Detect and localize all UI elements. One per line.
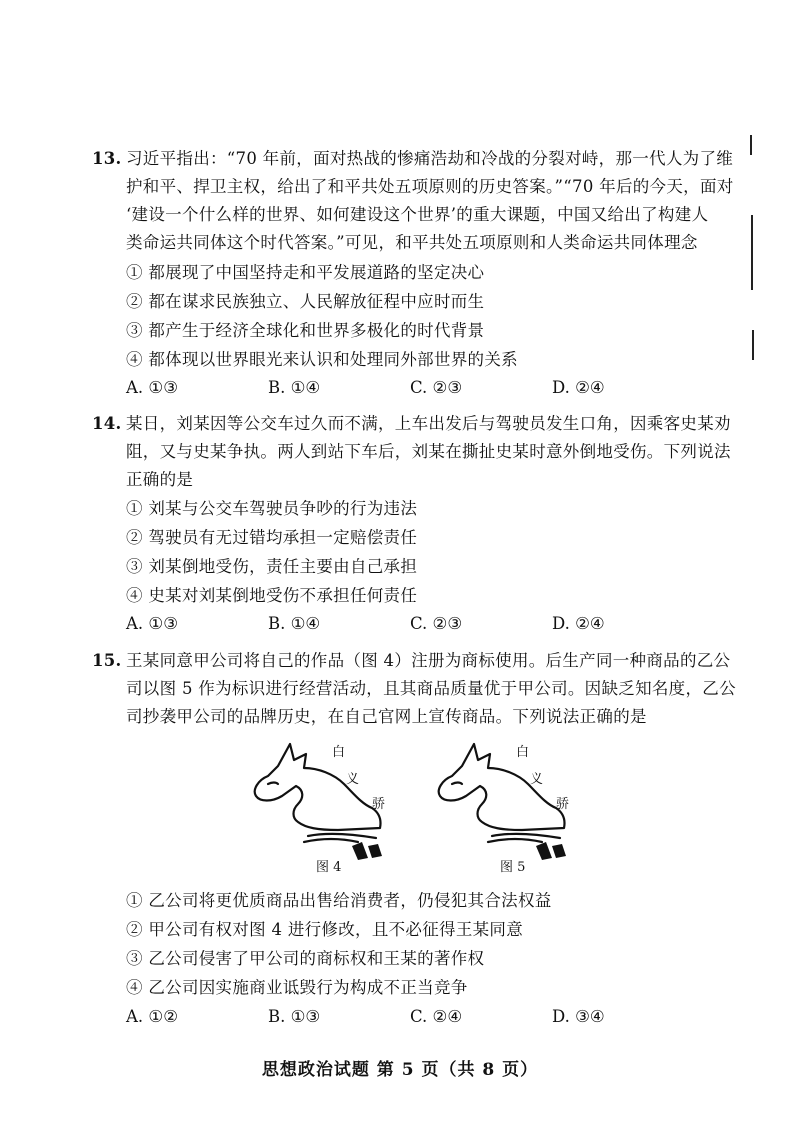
answer-choice-a[interactable]: A. ①② (126, 1007, 178, 1026)
figure-char: 义 (530, 772, 544, 787)
question-stem-line: 正确的是 (126, 470, 194, 489)
horse-base-block (352, 842, 368, 860)
answer-choice-c[interactable]: C. ②③ (410, 378, 463, 397)
answer-choice-b[interactable]: B. ①④ (268, 614, 321, 633)
figure-char: 义 (346, 772, 360, 787)
question-number: 15. (92, 651, 122, 670)
answer-choice-c[interactable]: C. ②③ (410, 614, 463, 633)
scan-edge-mark (751, 215, 753, 290)
figure-caption: 图 5 (500, 860, 526, 875)
question-stem-line: 护和平、捍卫主权，给出了和平共处五项原则的历史答案。”“70 年后的今天，面对 (126, 177, 734, 196)
statement-item: ② 都在谋求民族独立、人民解放征程中应时而生 (126, 292, 485, 311)
statement-item: ① 乙公司将更优质商品出售给消费者，仍侵犯其合法权益 (126, 891, 552, 910)
horse-base-stroke (488, 839, 542, 842)
question-stem-line: 类命运共同体这个时代答案。”可见，和平共处五项原则和人类命运共同体理念 (126, 233, 698, 252)
horse-base-block (552, 844, 566, 858)
scan-edge-mark (750, 135, 752, 155)
answer-choice-c[interactable]: C. ②④ (410, 1007, 463, 1026)
figure-char: 骄 (372, 797, 386, 812)
horse-outline (255, 744, 381, 830)
statement-item: ① 都展现了中国坚持走和平发展道路的坚定决心 (126, 263, 485, 282)
question-stem-line: 司以图 5 作为标识进行经营活动，且其商品质量优于甲公司。因缺乏知名度，乙公 (126, 679, 736, 698)
statement-item: ② 驾驶员有无过错均承担一定赔偿责任 (126, 528, 418, 547)
horse-outline (439, 744, 565, 830)
statement-item: ③ 刘某倒地受伤，责任主要由自己承担 (126, 557, 418, 576)
statement-item: ② 甲公司有权对图 4 进行修改，且不必征得王某同意 (126, 920, 524, 939)
horse-eye (268, 783, 278, 785)
answer-choice-d[interactable]: D. ②④ (552, 378, 605, 397)
horse-base-block (536, 842, 552, 860)
question-stem-line: 司抄袭甲公司的品牌历史，在自己官网上宣传商品。下列说法正确的是 (126, 707, 647, 726)
answer-choice-b[interactable]: B. ①③ (268, 1007, 321, 1026)
figure-char: 白 (332, 745, 346, 760)
statement-item: ④ 史某对刘某倒地受伤不承担任何责任 (126, 586, 418, 605)
question-stem-line: 王某同意甲公司将自己的作品（图 4）注册为商标使用。后生产同一种商品的乙公 (126, 651, 731, 670)
question-number: 14. (92, 414, 122, 433)
statement-item: ④ 都体现以世界眼光来认识和处理同外部世界的关系 (126, 350, 518, 369)
answer-choice-d[interactable]: D. ②④ (552, 614, 605, 633)
horse-base-stroke (308, 834, 376, 838)
horse-base-stroke (304, 839, 358, 842)
statement-item: ③ 乙公司侵害了甲公司的商标权和王某的著作权 (126, 949, 485, 968)
question-number: 13. (92, 149, 122, 168)
question-stem-line: 某日，刘某因等公交车过久而不满，上车出发后与驾驶员发生口角，因乘客史某劝 (126, 414, 731, 433)
horse-base-stroke (492, 834, 560, 838)
horse-eye (452, 783, 462, 785)
answer-choice-a[interactable]: A. ①③ (126, 378, 178, 397)
answer-choice-a[interactable]: A. ①③ (126, 614, 178, 633)
question-stem-line: ‘建设一个什么样的世界、如何建设这个世界’的重大课题，中国又给出了构建人 (126, 205, 709, 224)
answer-choice-b[interactable]: B. ①④ (268, 378, 321, 397)
statement-item: ① 刘某与公交车驾驶员争吵的行为违法 (126, 499, 418, 518)
question-stem-line: 阻，又与史某争执。两人到站下车后，刘某在撕扯史某时意外倒地受伤。下列说法 (126, 442, 731, 461)
figure-char: 骄 (556, 797, 570, 812)
statement-item: ④ 乙公司因实施商业诋毁行为构成不正当竞争 (126, 978, 468, 997)
figure-char: 白 (516, 745, 530, 760)
page-footer: 思想政治试题 第 5 页（共 8 页） (261, 1060, 539, 1080)
statement-item: ③ 都产生于经济全球化和世界多极化的时代背景 (126, 321, 485, 340)
figure-caption: 图 4 (316, 860, 342, 875)
answer-choice-d[interactable]: D. ③④ (552, 1007, 605, 1026)
question-stem-line: 习近平指出：“70 年前，面对热战的惨痛浩劫和冷战的分裂对峙，那一代人为了维 (126, 149, 734, 168)
horse-base-block (368, 844, 382, 858)
scan-edge-mark (752, 330, 754, 360)
